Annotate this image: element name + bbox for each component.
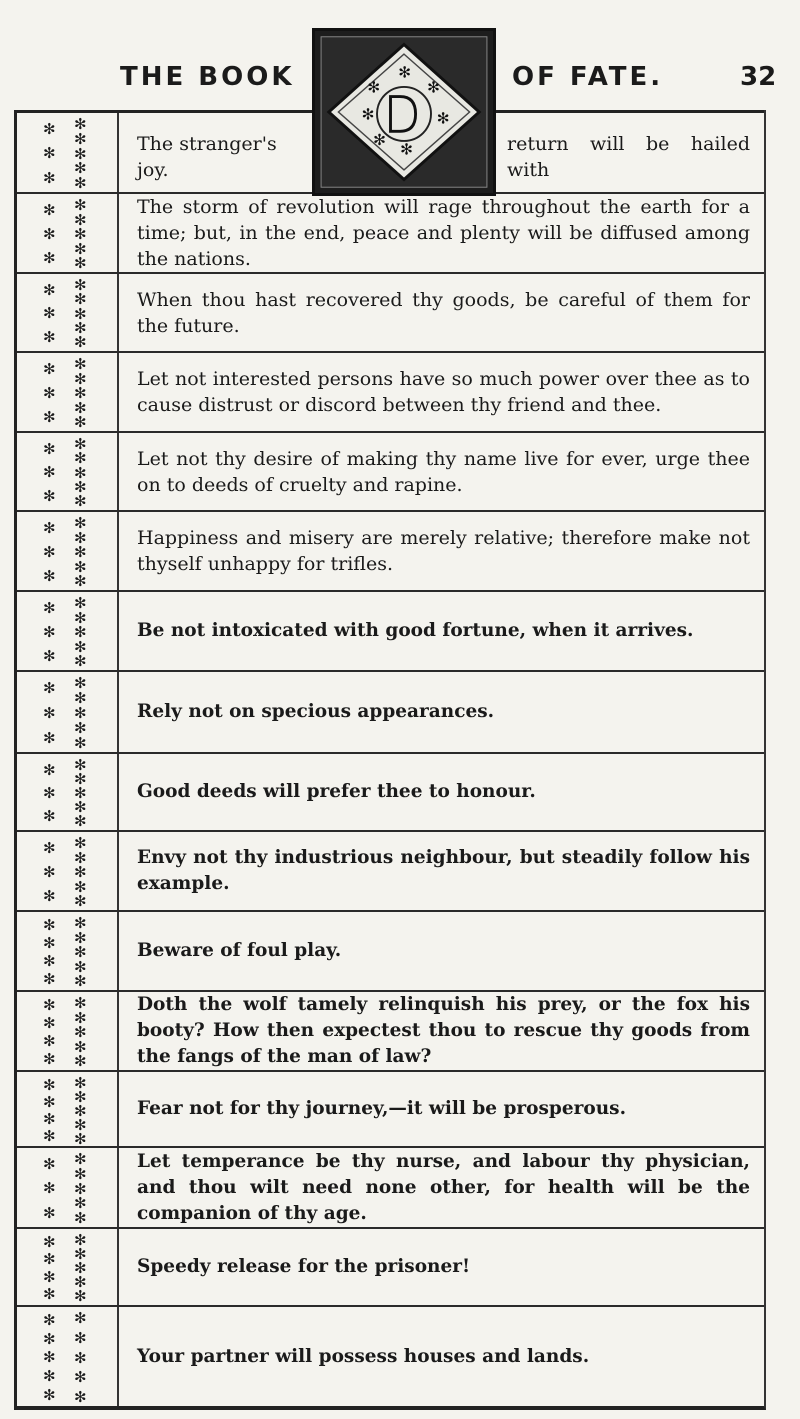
oracle-row	[17, 990, 764, 1070]
star-column	[74, 1152, 87, 1225]
star-icon: ✻	[43, 623, 56, 641]
star-icon: ✻	[74, 492, 87, 510]
star-column	[43, 516, 56, 588]
star-column	[74, 437, 87, 508]
star-column	[43, 357, 56, 429]
oracle-text	[137, 353, 750, 431]
star-icon: ✻	[74, 435, 87, 453]
oracle-text-part-right: return will be hailed with	[507, 133, 750, 181]
star-icon: ✻	[74, 225, 87, 243]
star-pattern	[17, 592, 119, 670]
star-icon: ✻	[74, 276, 87, 294]
star-icon: ✻	[43, 1155, 56, 1174]
star-icon: ✻	[43, 760, 56, 779]
star-pattern	[17, 912, 119, 990]
star-pattern	[17, 433, 119, 510]
star-icon: ✻	[43, 328, 56, 347]
star-icon: ✻	[74, 784, 87, 802]
star-icon: ✻	[43, 783, 56, 802]
star-icon: ✻	[74, 528, 87, 547]
star-icon: ✻	[74, 637, 87, 656]
star-icon: ✻	[74, 652, 87, 670]
star-icon: ✻	[74, 543, 87, 561]
oracle-text-content: Good deeds will prefer thee to honour.	[137, 781, 536, 802]
star-icon: ✻	[43, 970, 56, 988]
oracle-text-content: Let not thy desire of making thy name live for ever, urge thee on to deeds of cruelty and rapine.	[137, 447, 750, 496]
star-icon: ✻	[74, 877, 87, 896]
running-head-right: OF FATE.	[512, 62, 664, 92]
star-icon: ✻	[43, 1311, 56, 1330]
star-icon: ✻	[43, 567, 56, 585]
star-pattern	[17, 832, 119, 910]
star-icon: ✻	[74, 834, 87, 852]
oracle-text	[137, 912, 750, 990]
oracle-text	[137, 754, 750, 830]
star-icon: ✻	[43, 1179, 56, 1198]
star-icon: ✻	[74, 1287, 87, 1305]
star-icon: ✻	[43, 463, 56, 482]
oracle-row	[17, 1070, 764, 1146]
star-icon: ✻	[74, 1164, 87, 1183]
star-icon: ✻	[74, 304, 87, 323]
star-column	[43, 198, 56, 270]
oracle-row	[17, 1305, 764, 1406]
star-icon: ✻	[43, 249, 56, 267]
oracle-text	[137, 194, 750, 272]
star-icon: ✻	[74, 514, 87, 532]
star-icon: ✻	[74, 413, 87, 431]
oracle-text-full	[137, 113, 138, 114]
star-icon: ✻	[74, 848, 87, 867]
star-column	[43, 676, 56, 750]
star-column	[74, 117, 87, 190]
star-icon: ✻	[43, 225, 56, 243]
svg-text:✻: ✻	[436, 109, 450, 128]
star-icon: ✻	[74, 1052, 87, 1070]
star-pattern	[17, 512, 119, 590]
star-icon: ✻	[43, 201, 56, 219]
star-column	[74, 596, 87, 668]
star-icon: ✻	[74, 1116, 87, 1134]
star-icon: ✻	[43, 996, 56, 1014]
oracle-emblem-graphic	[315, 31, 493, 193]
star-icon: ✻	[43, 1232, 56, 1251]
oracle-text	[137, 1229, 750, 1305]
star-icon: ✻	[74, 144, 87, 163]
star-icon: ✻	[74, 159, 87, 178]
star-column	[74, 1311, 87, 1404]
star-icon: ✻	[43, 1126, 56, 1145]
oracle-row	[17, 510, 764, 590]
star-icon: ✻	[74, 210, 87, 229]
star-icon: ✻	[74, 734, 87, 752]
oracle-text	[137, 992, 750, 1070]
star-column	[74, 278, 87, 349]
oracle-row	[17, 830, 764, 910]
star-pattern	[17, 992, 119, 1070]
oracle-text-content: Rely not on specious appearances.	[137, 701, 495, 722]
oracle-row	[17, 590, 764, 670]
star-column	[43, 996, 56, 1068]
star-icon: ✻	[74, 355, 87, 373]
star-icon: ✻	[43, 703, 56, 722]
star-icon: ✻	[74, 1348, 87, 1367]
page-number: 32	[740, 62, 777, 92]
oracle-text-part-last-line: joy.	[137, 159, 169, 181]
star-icon: ✻	[74, 1245, 87, 1263]
star-column	[74, 198, 87, 270]
star-column	[74, 516, 87, 588]
oracle-text	[137, 832, 750, 910]
star-column	[74, 357, 87, 429]
star-icon: ✻	[74, 290, 87, 309]
star-icon: ✻	[74, 1074, 87, 1092]
star-icon: ✻	[74, 557, 87, 576]
star-icon: ✻	[74, 928, 87, 947]
svg-text:✻: ✻	[427, 78, 441, 97]
oracle-row	[17, 670, 764, 752]
star-icon: ✻	[43, 1267, 56, 1286]
oracle-text	[137, 592, 750, 670]
star-column	[74, 916, 87, 988]
oracle-text-content: Let not interested persons have so much power over thee as to cause distrust or discord between thy friend and thee.	[137, 368, 750, 416]
star-icon: ✻	[74, 463, 87, 482]
star-icon: ✻	[74, 689, 87, 707]
star-icon: ✻	[74, 1008, 87, 1027]
star-column	[43, 437, 56, 508]
star-icon: ✻	[43, 1032, 56, 1050]
star-icon: ✻	[43, 144, 56, 163]
oracle-text-content: Envy not thy industrious neighbour, but steadily follow his example.	[137, 847, 750, 894]
oracle-row	[17, 272, 764, 351]
star-icon: ✻	[43, 1329, 56, 1348]
star-icon: ✻	[74, 1194, 87, 1213]
star-icon: ✻	[43, 1348, 56, 1367]
oracle-row	[17, 192, 764, 272]
star-icon: ✻	[43, 952, 56, 970]
star-icon: ✻	[74, 1130, 87, 1148]
star-column	[74, 836, 87, 908]
oracle-text-content: Doth the wolf tamely relinquish his prey, or the fox his booty? How then expectest thou to rescue thy goods from the fangs of the man of law?	[137, 994, 750, 1067]
star-icon: ✻	[74, 756, 87, 774]
star-pattern	[17, 194, 119, 272]
star-icon: ✻	[74, 115, 87, 133]
svg-text:✻: ✻	[361, 105, 375, 124]
star-column	[43, 1233, 56, 1303]
star-icon: ✻	[43, 934, 56, 952]
svg-text:✻: ✻	[398, 63, 412, 82]
oracle-text	[137, 1072, 750, 1146]
star-icon: ✻	[74, 318, 87, 337]
star-icon: ✻	[43, 679, 56, 698]
star-icon: ✻	[43, 1285, 56, 1304]
star-icon: ✻	[43, 1092, 56, 1111]
star-icon: ✻	[74, 239, 87, 258]
star-icon: ✻	[74, 398, 87, 417]
star-pattern	[17, 1229, 119, 1305]
star-icon: ✻	[74, 477, 87, 496]
star-pattern	[17, 353, 119, 431]
star-column	[43, 1076, 56, 1144]
running-head-left: THE BOOK	[120, 62, 295, 92]
oracle-text-part-left: The stranger's	[137, 133, 277, 155]
svg-text:✻: ✻	[373, 130, 387, 149]
oracle-text-content: When thou hast recovered thy goods, be careful of them for the future.	[137, 288, 750, 337]
star-icon: ✻	[74, 572, 87, 590]
star-icon: ✻	[74, 994, 87, 1012]
star-pattern	[17, 274, 119, 351]
star-icon: ✻	[43, 1050, 56, 1068]
oracle-text	[137, 433, 750, 510]
oracle-text	[137, 512, 750, 590]
star-icon: ✻	[74, 704, 87, 722]
star-icon: ✻	[74, 384, 87, 402]
oracle-row	[17, 752, 764, 830]
oracle-text	[137, 1307, 750, 1406]
star-icon: ✻	[74, 449, 87, 468]
star-icon: ✻	[74, 1179, 87, 1198]
oracle-text	[137, 1148, 750, 1227]
star-icon: ✻	[74, 1368, 87, 1387]
star-icon: ✻	[74, 812, 87, 830]
star-icon: ✻	[43, 1367, 56, 1386]
star-icon: ✻	[43, 439, 56, 458]
oracle-row	[17, 351, 764, 431]
oracle-text-content: The storm of revolution will rage throughout the earth for a time; but, in the end, peace and plenty will be diffused among the nations.	[137, 196, 750, 270]
oracle-row	[17, 431, 764, 510]
oracle-text	[137, 672, 750, 752]
star-icon: ✻	[74, 770, 87, 788]
svg-text:✻: ✻	[367, 78, 381, 97]
star-icon: ✻	[74, 914, 87, 932]
oracle-text-content: Speedy release for the prisoner!	[137, 1256, 471, 1277]
star-icon: ✻	[74, 1150, 87, 1168]
star-icon: ✻	[74, 943, 87, 961]
oracle-text	[137, 274, 750, 351]
star-icon: ✻	[43, 887, 56, 905]
star-icon: ✻	[43, 519, 56, 537]
star-icon: ✻	[74, 957, 87, 976]
star-column	[74, 1233, 87, 1303]
star-icon: ✻	[74, 798, 87, 816]
star-column	[43, 278, 56, 349]
star-pattern	[17, 1148, 119, 1227]
star-icon: ✻	[43, 1075, 56, 1094]
star-icon: ✻	[74, 129, 87, 148]
star-icon: ✻	[43, 384, 56, 402]
svg-text:✻: ✻	[400, 140, 414, 159]
star-icon: ✻	[74, 892, 87, 910]
star-icon: ✻	[43, 839, 56, 857]
star-column	[74, 1074, 87, 1148]
star-icon: ✻	[43, 280, 56, 299]
star-icon: ✻	[43, 1385, 56, 1404]
star-pattern	[17, 1307, 119, 1406]
star-icon: ✻	[43, 1203, 56, 1222]
star-icon: ✻	[74, 608, 87, 627]
star-icon: ✻	[43, 916, 56, 934]
star-column	[43, 596, 56, 668]
star-icon: ✻	[43, 647, 56, 665]
star-column	[43, 916, 56, 988]
oracle-table	[14, 110, 766, 1410]
star-icon: ✻	[74, 1209, 87, 1227]
star-column	[74, 758, 87, 828]
oracle-text-content: Let temperance be thy nurse, and labour thy physician, and thou wilt need none other, for health will be the companion of thy age.	[137, 1150, 750, 1224]
oracle-text-content: Fear not for thy journey,—it will be prosperous.	[137, 1098, 627, 1119]
star-icon: ✻	[74, 1259, 87, 1277]
star-icon: ✻	[74, 1388, 87, 1406]
star-icon: ✻	[74, 674, 87, 692]
star-column	[43, 117, 56, 190]
oracle-emblem-icon	[312, 28, 496, 196]
oracle-row	[17, 910, 764, 990]
star-icon: ✻	[74, 1309, 87, 1327]
star-icon: ✻	[74, 1328, 87, 1347]
star-icon: ✻	[43, 543, 56, 561]
oracle-text-content: Beware of foul play.	[137, 940, 342, 961]
star-icon: ✻	[43, 487, 56, 506]
star-pattern	[17, 1072, 119, 1146]
star-icon: ✻	[74, 1273, 87, 1291]
star-icon: ✻	[43, 1014, 56, 1032]
star-icon: ✻	[43, 1109, 56, 1128]
star-icon: ✻	[74, 254, 87, 272]
oracle-text-content: Be not intoxicated with good fortune, when it arrives.	[137, 620, 694, 641]
star-column	[43, 836, 56, 908]
star-column	[74, 996, 87, 1068]
star-icon: ✻	[43, 728, 56, 747]
oracle-text-content: Your partner will possess houses and lands.	[137, 1345, 590, 1367]
star-icon: ✻	[74, 863, 87, 881]
star-column	[43, 758, 56, 828]
star-icon: ✻	[43, 863, 56, 881]
star-icon: ✻	[74, 1023, 87, 1041]
star-icon: ✻	[74, 719, 87, 737]
star-icon: ✻	[74, 196, 87, 214]
star-icon: ✻	[43, 807, 56, 826]
star-icon: ✻	[74, 174, 87, 192]
star-icon: ✻	[43, 408, 56, 426]
star-icon: ✻	[43, 599, 56, 617]
star-pattern	[17, 672, 119, 752]
star-icon: ✻	[74, 1088, 87, 1106]
star-column	[74, 676, 87, 750]
star-icon: ✻	[74, 1037, 87, 1056]
star-pattern	[17, 113, 119, 192]
star-icon: ✻	[43, 1250, 56, 1269]
oracle-row	[17, 1146, 764, 1227]
star-column	[43, 1152, 56, 1225]
star-icon: ✻	[43, 120, 56, 139]
star-icon: ✻	[74, 1102, 87, 1120]
star-icon: ✻	[74, 623, 87, 641]
star-icon: ✻	[43, 360, 56, 378]
star-icon: ✻	[43, 168, 56, 187]
star-icon: ✻	[74, 369, 87, 388]
star-icon: ✻	[74, 972, 87, 990]
oracle-text-content: Happiness and misery are merely relative; therefore make not thyself unhappy for trifles.	[137, 527, 750, 575]
star-icon: ✻	[74, 594, 87, 612]
star-icon: ✻	[74, 1231, 87, 1249]
star-pattern	[17, 754, 119, 830]
oracle-row	[17, 1227, 764, 1305]
star-icon: ✻	[74, 333, 87, 351]
star-icon: ✻	[43, 304, 56, 323]
star-column	[43, 1311, 56, 1404]
